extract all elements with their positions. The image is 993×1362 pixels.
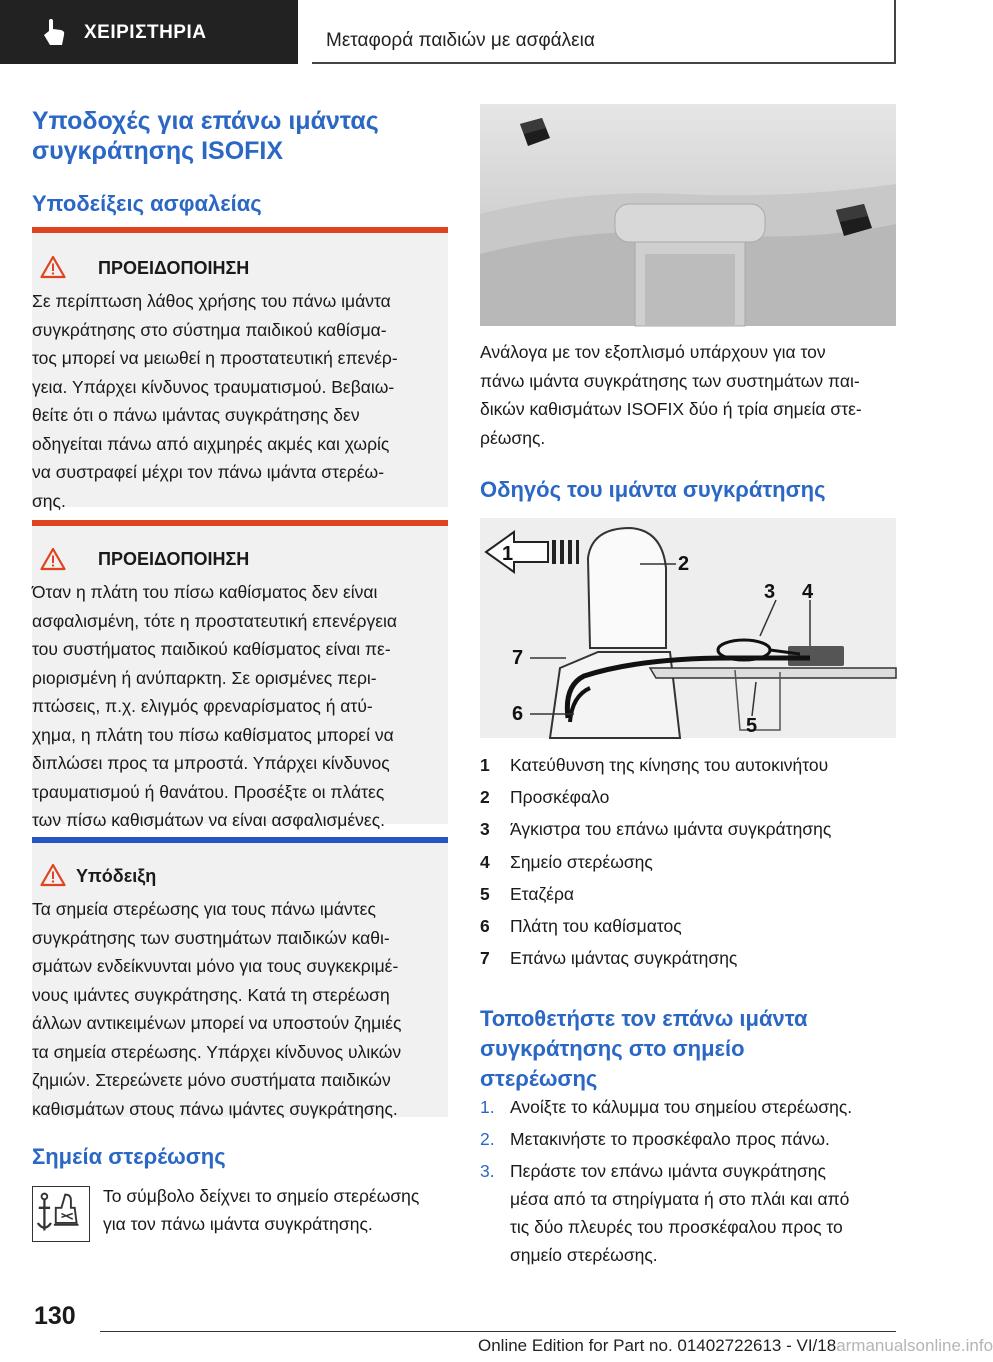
list-item: 2 Προσκέφαλο [480, 786, 610, 807]
note-title: Υπόδειξη [76, 866, 157, 886]
page-title-line2: συγκράτησης ISOFIX [32, 137, 284, 165]
footer-watermark: armanualsonline.info [836, 1336, 993, 1355]
warning-box-1 [32, 227, 448, 511]
mount-steps [480, 1093, 896, 1273]
warning-text: Σε περίπτωση λάθος χρήσης του πάνω ιμάντα συγκράτησης στο σύστημα παιδικού καθίσμα- τος μπορεί να μειωθεί η προστατευτική επενέρ- γεια. Υπάρχει κίνδυνος τραυματισμού. Βεβαιω- θείτε ότι ο πάνω ιμάντας συγκράτησης δεν οδηγείται πάνω από αιχμηρές ακμές και χωρίς να συστραφεί μέχρι τον πάνω ιμάντα στερέω- σης. [32, 291, 398, 511]
header-chapter [312, 0, 896, 64]
warning-title: ΠΡΟΕΙΔΟΠΟΙΗΣΗ [98, 258, 250, 278]
list-item: 6 Πλάτη του καθίσματος [480, 916, 682, 937]
isofix-anchor-photo [480, 104, 896, 326]
list-item: 3 Άγκιστρα του επάνω ιμάντα συγκράτησης [480, 819, 832, 840]
photo-caption: Ανάλογα με τον εξοπλισμό υπάρχουν για τον πάνω ιμάντα συγκράτησης των συστημάτων παι- δικών καθισμάτων ISOFIX δύο ή τρία σημεία στε- ρέωσης. [480, 342, 862, 448]
warning-title: ΠΡΟΕΙΔΟΠΟΙΗΣΗ [98, 549, 250, 569]
header-section-tab[interactable] [0, 0, 298, 64]
list-item: 4 Σημείο στερέωσης [480, 851, 653, 872]
note-text: Τα σημεία στερέωσης για τους πάνω ιμάντες συγκράτησης των συστημάτων παιδικών καθι- σμάτων ενδείκνυνται μόνο για τους συγκεκριμέ- νους ιμάντες συγκράτησης. Κατά τη στερέωση άλλων αντικειμένων μπορεί να υποστούν ζημιές τα σημεία στερέωσης. Υπάρχει κίνδυνος υλικών ζημιών. Στερεώνετε μόνο συστήματα παιδικών καθισμάτων στους πάνω ιμάντες συγκράτησης. [32, 899, 402, 1119]
list-item: 3. Περάστε τον επάνω ιμάντα συγκράτησης μέσα από τα στηρίγματα ή στο πλάι και από τις δύο πλευρές του προσκέφαλου προς το σημείο στερέωσης. [480, 1161, 850, 1265]
footer-edition: Online Edition for Part no. 01402722613 - VI/18armanualsonline.info [478, 1336, 993, 1355]
page-title [32, 106, 448, 166]
diagram-label-4: 4 [802, 581, 814, 603]
anchor-description: Το σύμβολο δείχνει το σημείο στερέωσης για τον πάνω ιμάντα συγκράτησης. [103, 1186, 420, 1234]
list-item: 1 Κατεύθυνση της κίνησης του αυτοκινήτου [480, 754, 829, 775]
section-subtitle: Υποδείξεις ασφαλείας [32, 191, 262, 216]
list-item: 2. Μετακινήστε το προσκέφαλο προς πάνω. [480, 1129, 830, 1149]
warning-bar [32, 520, 448, 526]
diagram-label-5: 5 [746, 715, 758, 737]
tether-guide-diagram [480, 518, 896, 738]
warning-triangle-icon [40, 547, 66, 571]
footer-divider [100, 1331, 896, 1332]
pointing-hand-icon [38, 18, 68, 48]
mount-heading: Τοποθετήστε τον επάνω ιμάντα συγκράτησης στο σημείο στερέωσης [480, 1006, 808, 1091]
header-chapter-label: Μεταφορά παιδιών με ασφάλεια [326, 30, 595, 51]
diagram-label-7: 7 [512, 647, 524, 669]
diagram-legend [480, 749, 896, 975]
guide-heading: Οδηγός του ιμάντα συγκράτησης [480, 477, 826, 502]
note-box [32, 837, 448, 1117]
header-section-label: ΧΕΙΡΙΣΤΗΡΙΑ [84, 22, 207, 43]
anchor-heading: Σημεία στερέωσης [32, 1144, 226, 1169]
page-number: 130 [34, 1302, 76, 1330]
page-title-line1: Υποδοχές για επάνω ιμάντας [32, 107, 379, 135]
diagram-label-1: 1 [502, 543, 514, 565]
warning-box-2 [32, 520, 448, 830]
warning-text: Όταν η πλάτη του πίσω καθίσματος δεν είναι ασφαλισμένη, τότε η προστατευτική επενέργεια του συστήματος παιδικού καθίσματος είναι πε- ριορισμένη ή ανύπαρκτη. Σε ορισμένες περι- πτώσεις, π.χ. ελιγμός φρεναρίσματος ή ατύ- χημα, η πλάτη του πίσω καθίσματος μπορεί να διπλώσει προς τα μπροστά. Υπάρχει κίνδυνος τραυματισμού ή θανάτου. Προσέξτε οι πλάτες των πίσω καθισμάτων να είναι ασφαλισμένες. [32, 582, 397, 830]
diagram-label-6: 6 [512, 703, 524, 725]
caution-triangle-icon [40, 863, 66, 887]
list-item: 1. Ανοίξτε το κάλυμμα του σημείου στερέωσης. [480, 1097, 853, 1117]
warning-bar [32, 227, 448, 233]
diagram-label-2: 2 [678, 553, 690, 575]
list-item: 7 Επάνω ιμάντας συγκράτησης [480, 948, 738, 969]
anchor-point-icon [32, 1186, 90, 1242]
diagram-label-3: 3 [764, 581, 776, 603]
note-bar [32, 837, 448, 843]
warning-triangle-icon [40, 255, 66, 279]
list-item: 5 Εταζέρα [480, 883, 575, 904]
